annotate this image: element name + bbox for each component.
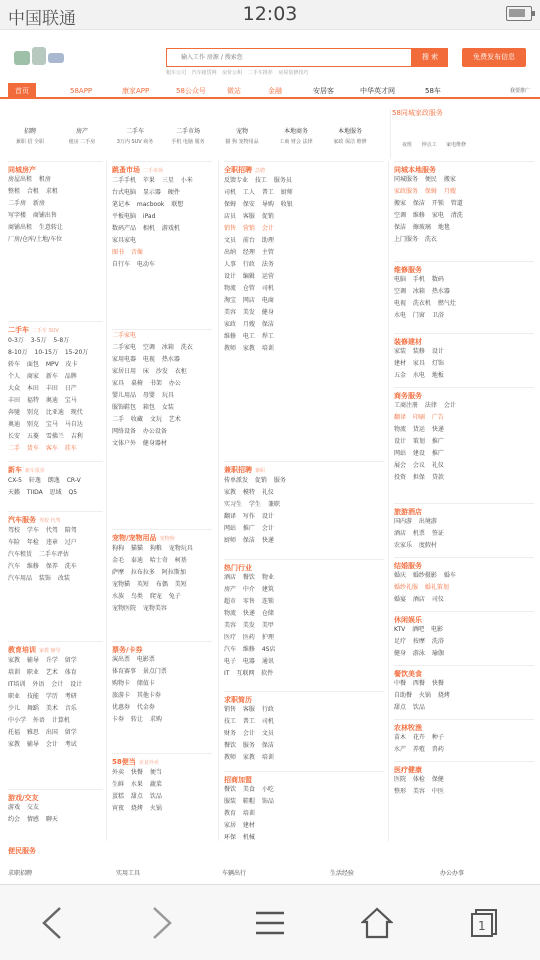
column-property xyxy=(8,161,103,881)
link-row[interactable]: 医疗 医药 护理 xyxy=(224,634,274,642)
link-row[interactable]: 婚纱礼服 婚礼策划 xyxy=(394,584,449,592)
link-row[interactable]: 写字楼 商铺出售 xyxy=(8,212,57,220)
panel-pets xyxy=(112,529,212,615)
link-row[interactable]: 翻译 印刷 广告 xyxy=(394,414,444,422)
link-row[interactable]: 苗木 花卉 种子 xyxy=(394,734,444,742)
panel-leisure xyxy=(394,611,534,660)
link-row[interactable]: 宵夜 烧烤 火锅 xyxy=(112,804,162,812)
category-strip xyxy=(0,129,390,153)
panel-tag: 美食外卖 xyxy=(138,760,159,766)
category-sub: 家政 保洁 维修 xyxy=(333,138,367,145)
link-row[interactable]: 教师 家教 培训 xyxy=(224,344,274,352)
link-row[interactable]: 超市 零售 连锁 xyxy=(224,598,274,606)
battery-icon xyxy=(506,6,532,21)
link-row[interactable]: 销售 客服 行政 xyxy=(224,706,274,714)
panel-title-text: 58便当 xyxy=(112,758,136,766)
link-row[interactable]: 销售 营销 会计 xyxy=(224,224,274,232)
back-button[interactable] xyxy=(30,901,74,945)
link-row[interactable]: 演出票 电影票 xyxy=(112,656,155,664)
service-link[interactable]: 求职招聘 xyxy=(8,870,33,877)
link-row[interactable]: 维修 电工 焊工 xyxy=(224,332,274,340)
nav-kangjia-app[interactable]: 康家APP xyxy=(122,87,150,95)
promo-title[interactable]: 58同城家政服务 xyxy=(392,109,443,117)
divider xyxy=(388,161,389,841)
panel-title[interactable]: 票务/卡券 xyxy=(112,646,143,654)
back-arrow-icon xyxy=(40,906,64,940)
link-row[interactable]: 保洁 擦玻璃 地毯 xyxy=(394,224,450,232)
panel-new-car xyxy=(8,461,103,499)
link-row[interactable]: 餐饮 服务 保洁 xyxy=(224,742,274,750)
link-row[interactable]: 国内游 出境游 xyxy=(394,518,437,526)
link-row[interactable]: 家政 月嫂 保洁 xyxy=(224,320,274,328)
link-row[interactable]: 搬家 保洁 开锁 管道 xyxy=(394,200,463,208)
panel-title[interactable] xyxy=(112,162,212,175)
nav-58app[interactable]: 58APP xyxy=(70,87,93,95)
link-row[interactable]: 空调 冰箱 热水器 xyxy=(394,288,450,296)
panel-title-text: 二手车 xyxy=(8,326,29,334)
column-market xyxy=(112,161,212,881)
link-row[interactable]: 卡券 转让 求购 xyxy=(112,716,162,724)
panel-parttime-jobs xyxy=(224,461,384,547)
link-row[interactable]: 淘宝 网店 电商 xyxy=(224,296,274,304)
panel-title[interactable]: 招商加盟 xyxy=(224,776,252,784)
link-row[interactable]: 保姆 保安 导购 收银 xyxy=(224,200,293,208)
link-row[interactable]: 农家乐 度假村 xyxy=(394,542,437,550)
category-title: 本地商务 xyxy=(283,128,308,135)
panel-tag: 兼职 xyxy=(255,468,266,474)
link-row[interactable]: 二手手机 苹果 三星 小米 xyxy=(112,176,193,184)
link-row[interactable]: 电脑 手机 数码 xyxy=(394,276,444,284)
link-row[interactable]: 大众 本田 丰田 日产 xyxy=(8,384,77,392)
link-row[interactable]: 二手 收藏 文玩 艺术 xyxy=(112,416,181,423)
link-row[interactable]: 厂房/仓库/土地/车位 xyxy=(8,236,63,244)
carrier-label: 中国联通 xyxy=(8,9,76,29)
link-row[interactable]: 萨摩 拉布拉多 阿拉斯加 xyxy=(112,568,186,576)
panel-flea-market xyxy=(112,161,212,271)
panel-travel xyxy=(394,503,534,552)
link-row[interactable]: 厨师 保洁 快递 xyxy=(224,536,274,544)
panel-appliances xyxy=(112,329,212,450)
link-row[interactable]: 生鲜 水果 蔬菜 xyxy=(112,780,162,788)
link-row[interactable]: 物流 快递 仓储 xyxy=(224,610,274,618)
link-row[interactable]: 奔驰 别克 比亚迪 现代 xyxy=(8,408,83,416)
link-row[interactable]: 商铺出租 生意转让 xyxy=(8,224,63,232)
panel-title-text: 汽车服务 xyxy=(8,516,36,524)
link-row[interactable]: 家居日用 床 沙发 衣柜 xyxy=(112,368,187,375)
category-local-service[interactable] xyxy=(320,129,380,146)
panel-fulltime-jobs xyxy=(224,161,384,355)
link-row[interactable]: 家教 辅导 会计 考试 xyxy=(8,740,77,748)
link-row[interactable]: 狗狗 猫猫 狗粮 宠物玩具 xyxy=(112,544,193,552)
link-row[interactable]: 美容 美发 健身 xyxy=(224,308,274,316)
panel-title[interactable]: 同城本地服务 xyxy=(394,166,436,174)
category-sub: 手机 电脑 服务 xyxy=(171,138,205,145)
forward-button[interactable] xyxy=(140,901,184,945)
category-sub: 租房 二手房 xyxy=(68,138,96,145)
link-row[interactable]: 图书 音像 xyxy=(112,248,143,256)
link-row[interactable]: 水族 鸟类 爬宠 兔子 xyxy=(112,592,181,600)
link-row[interactable]: 空调 维修 家电 清洗 xyxy=(394,212,463,220)
nav-microsite[interactable]: 微站 xyxy=(227,87,241,95)
link-row[interactable]: 司机 工人 普工 厨师 xyxy=(224,188,293,196)
convenience-services xyxy=(0,841,540,883)
panel-title[interactable]: 商务服务 xyxy=(394,392,422,400)
panel-used-car xyxy=(8,321,103,455)
panel-title[interactable]: 旅游酒店 xyxy=(394,508,422,516)
category-pets[interactable] xyxy=(212,129,272,146)
nav-promote[interactable]: 我要推广 xyxy=(509,88,530,94)
link-row[interactable]: 驾校 学车 代驾 陪驾 xyxy=(8,526,77,534)
panel-wedding xyxy=(394,557,534,606)
link-row[interactable]: 8-10万 10-15万 15-20万 xyxy=(8,348,89,356)
panel-title[interactable] xyxy=(8,322,103,335)
link-row[interactable]: 天籁 TIIDA 思域 Q5 xyxy=(8,488,78,496)
link-row[interactable]: 上门服务 洗衣 xyxy=(394,236,437,244)
panel-food xyxy=(394,665,534,714)
panel-tag: 二手市场 xyxy=(143,168,164,174)
link-row[interactable]: IT培训 外语 会计 设计 xyxy=(8,680,83,688)
link-row[interactable]: 家政服务 保姆 月嫂 xyxy=(394,188,456,196)
panel-title-text: 新车 xyxy=(8,466,22,474)
service-link[interactable]: 生活经验 xyxy=(330,870,355,877)
service-link[interactable]: 实用工具 xyxy=(116,870,141,877)
link-row[interactable]: 家用电器 电视 热水器 xyxy=(112,356,180,363)
link-row[interactable]: 电子 电器 通讯 xyxy=(224,658,274,666)
panel-education xyxy=(8,641,103,751)
link-row[interactable]: 培训 职业 艺术 体育 xyxy=(8,668,77,676)
menu-button[interactable] xyxy=(248,901,292,945)
panel-car-service xyxy=(8,511,103,585)
link-row[interactable]: 工商注册 法律 会计 xyxy=(394,402,456,410)
link-row[interactable]: 服饰鞋包 箱包 女装 xyxy=(112,404,174,411)
browser-toolbar xyxy=(0,884,540,960)
link-row[interactable]: 水电 门窗 卫浴 xyxy=(394,312,444,320)
clock: 12:03 xyxy=(242,3,298,25)
panel-decoration xyxy=(394,333,534,382)
link-row[interactable]: 婚宴 酒店 司仪 xyxy=(394,596,444,604)
category-used-car[interactable] xyxy=(105,129,165,146)
link-row[interactable]: 数码产品 相机 游戏机 xyxy=(112,224,180,232)
home-button[interactable] xyxy=(355,901,399,945)
section-title: 便民服务 xyxy=(8,847,36,855)
link-row[interactable]: 汽车用品 装饰 改装 xyxy=(8,574,70,582)
link-row[interactable]: 设计 策划 推广 xyxy=(394,438,444,446)
link-row[interactable]: 餐饮 美食 小吃 xyxy=(224,786,274,794)
panel-title[interactable] xyxy=(224,462,384,475)
main-nav xyxy=(0,83,540,99)
link-row[interactable]: 环保 机械 xyxy=(224,834,255,842)
category-title: 招聘 xyxy=(23,128,36,135)
panel-title-text: 兼职招聘 xyxy=(224,466,252,474)
link-row[interactable]: 中餐 西餐 快餐 xyxy=(394,680,444,688)
panel-title[interactable]: 热门行业 xyxy=(224,564,252,572)
home-icon xyxy=(361,907,393,939)
link-row[interactable]: 出纳 经理 主管 xyxy=(224,248,274,256)
panel-agriculture xyxy=(394,719,534,756)
link-row[interactable]: 足疗 按摩 洗浴 xyxy=(394,638,444,646)
nav-anjuke[interactable]: 安居客 xyxy=(313,87,334,95)
category-title: 二手市场 xyxy=(175,128,200,135)
panel-title[interactable] xyxy=(224,162,384,175)
promo-box xyxy=(392,109,532,157)
category-title: 二手车 xyxy=(125,128,144,135)
panel-resumes xyxy=(224,691,384,764)
panel-title[interactable]: 餐饮美食 xyxy=(394,670,422,678)
panel-tag: 急聘 xyxy=(255,168,266,174)
link-row[interactable]: 酒店 机票 签证 xyxy=(394,530,444,538)
panel-title[interactable] xyxy=(8,642,103,655)
link-row[interactable]: 反馈专业 技工 服务员 xyxy=(224,176,292,184)
site-logo[interactable] xyxy=(8,43,70,73)
link-row[interactable]: 家居 建材 xyxy=(224,822,255,830)
post-free-button[interactable]: 免费发布信息 xyxy=(462,48,526,67)
divider xyxy=(390,109,391,159)
panel-tag: 驾校 代驾 xyxy=(39,518,61,524)
nav-58-official[interactable]: 58公众号 xyxy=(176,87,206,95)
panel-tag: 宠物狗 xyxy=(159,536,175,542)
link-row[interactable]: 房产 中介 建筑 xyxy=(224,586,274,594)
link-row[interactable]: 汽车 维修 4S店 xyxy=(224,646,276,654)
panel-58-lunch xyxy=(112,753,212,815)
link-row[interactable]: 旅游卡 其他卡券 xyxy=(112,692,161,700)
link-row[interactable]: 建材 家具 灯饰 xyxy=(394,360,444,368)
panel-title-text: 跳蚤市场 xyxy=(112,166,140,174)
link-row[interactable]: 健身 游泳 瑜伽 xyxy=(394,650,444,658)
panel-repair xyxy=(394,261,534,322)
link-row[interactable]: KTV 酒吧 电影 xyxy=(394,626,444,634)
link-row[interactable]: 游戏 交友 xyxy=(8,804,39,812)
category-jobs[interactable] xyxy=(0,129,60,146)
panel-title[interactable]: 求职简历 xyxy=(224,696,252,704)
link-row[interactable]: 笔记本 macbook 联想 xyxy=(112,200,184,208)
link-row[interactable]: 体育赛事 景点门票 xyxy=(112,668,167,676)
link-row[interactable]: 金毛 泰迪 哈士奇 柯基 xyxy=(112,556,187,564)
link-row[interactable]: 中小学 外语 计算机 xyxy=(8,716,70,724)
webpage xyxy=(0,31,540,883)
column-jobs xyxy=(224,161,384,881)
link-row[interactable]: 网络设备 办公设备 xyxy=(112,428,167,435)
panel-title-text: 教育培训 xyxy=(8,646,36,654)
link-row[interactable]: 文体户外 健身器材 xyxy=(112,440,167,447)
link-row[interactable]: 托福 雅思 出国 留学 xyxy=(8,728,77,736)
link-row[interactable]: 服装 鞋帽 饰品 xyxy=(224,798,274,806)
svg-text:1: 1 xyxy=(478,919,486,933)
link-row[interactable]: 外卖 快餐 便当 xyxy=(112,768,162,776)
link-row[interactable]: 翻译 写作 设计 xyxy=(224,512,274,520)
panel-title[interactable] xyxy=(8,512,103,525)
link-row[interactable]: 二手 货车 客车 挂车 xyxy=(8,444,77,452)
link-row[interactable]: 汽车租赁 二手车评估 xyxy=(8,550,69,558)
link-row[interactable]: 家装 装修 设计 xyxy=(394,348,444,356)
panel-title[interactable]: 装修建材 xyxy=(394,338,422,346)
link-row[interactable]: 美容 美发 美甲 xyxy=(224,622,274,630)
tabs-icon xyxy=(470,908,498,938)
category-sub: 3万内 SUV 商务 xyxy=(116,138,154,145)
category-sub: 兼职 招 全职 xyxy=(15,138,45,145)
link-row[interactable]: 同城服务 便民 搬家 xyxy=(394,176,456,184)
link-row[interactable]: 奥迪 别克 宝马 马自达 xyxy=(8,420,83,428)
divider xyxy=(218,161,219,841)
link-row[interactable]: 蛋糕 甜点 饮品 xyxy=(112,792,162,800)
link-row[interactable]: 0-3万 3-5万 5-8万 xyxy=(8,336,70,344)
category-second-hand[interactable] xyxy=(158,129,218,146)
nav-chinahr[interactable]: 中华英才网 xyxy=(360,87,395,95)
panel-title[interactable]: 休闲娱乐 xyxy=(394,616,422,624)
panel-title[interactable]: 农林牧渔 xyxy=(394,724,422,732)
forward-arrow-icon xyxy=(150,906,174,940)
link-row[interactable]: 传单派发 促销 服务 xyxy=(224,476,286,484)
panel-business-services xyxy=(394,387,534,484)
link-row[interactable]: 展会 会议 礼仪 xyxy=(394,462,444,470)
nav-58car[interactable]: 58车 xyxy=(425,87,441,95)
link-row[interactable]: 台式电脑 显示器 硬件 xyxy=(112,188,180,196)
link-row[interactable]: 文员 前台 助理 xyxy=(224,236,274,244)
search-button[interactable]: 搜 索 xyxy=(412,48,448,67)
link-row[interactable]: 实习生 学生 兼职 xyxy=(224,500,280,508)
link-row[interactable]: 甜点 饮品 xyxy=(394,704,425,712)
panel-tag: 二手车 SUV xyxy=(32,328,59,334)
category-housing[interactable] xyxy=(52,129,112,146)
link-row[interactable]: 店员 客服 促销 xyxy=(224,212,274,220)
link-row[interactable]: 网站 建设 推广 xyxy=(394,450,444,458)
category-sub: 猫 狗 宠物用品 xyxy=(225,138,259,145)
link-row[interactable]: 二手家电 xyxy=(112,332,137,339)
link-row[interactable]: 自助餐 火锅 烧烤 xyxy=(394,692,450,700)
panel-title[interactable] xyxy=(112,530,212,543)
panel-title-text: 宠物/宠物用品 xyxy=(112,534,157,542)
link-row[interactable]: 婚庆 婚纱摄影 婚车 xyxy=(394,572,456,580)
link-row[interactable]: 家具 桌椅 书架 办公 xyxy=(112,380,181,387)
link-row[interactable]: 宠物猫 英短 布偶 美短 xyxy=(112,580,187,588)
link-row[interactable]: 二手家电 空调 冰箱 洗衣 xyxy=(112,344,193,351)
panel-franchise xyxy=(224,771,384,844)
link-row[interactable]: 房屋出租 租房 xyxy=(8,176,51,184)
link-row[interactable]: 宠物医院 宠物美容 xyxy=(112,604,167,612)
link-row[interactable]: 家教 模特 礼仪 xyxy=(224,488,274,496)
category-title: 宠物 xyxy=(235,128,248,135)
link-row[interactable]: 购物卡 储值卡 xyxy=(112,680,155,688)
link-row[interactable]: 二手房 新房 xyxy=(8,200,45,208)
link-row[interactable]: 长安 五菱 雪佛兰 吉利 xyxy=(8,432,83,440)
link-row[interactable]: 婴儿用品 母婴 玩具 xyxy=(112,392,174,399)
panel-title[interactable] xyxy=(8,462,103,475)
search-input[interactable] xyxy=(167,49,407,65)
link-row[interactable]: 电视 洗衣机 燃气灶 xyxy=(394,300,456,308)
link-row[interactable]: 整形 美容 中医 xyxy=(394,788,444,796)
link-row[interactable]: 家教 辅导 升学 留学 xyxy=(8,656,77,664)
divider xyxy=(106,161,107,841)
status-bar xyxy=(0,0,540,30)
link-row[interactable]: 五金 水电 地板 xyxy=(394,372,444,380)
link-row[interactable]: 职业 技能 学历 考研 xyxy=(8,692,77,700)
link-row[interactable]: 约会 情感 聊天 xyxy=(8,816,58,824)
panel-title-text: 全职招聘 xyxy=(224,166,252,174)
link-row[interactable]: IT 互联网 软件 xyxy=(224,670,274,678)
link-row[interactable]: 整租 合租 求租 xyxy=(8,188,58,196)
service-link[interactable]: 车辆出行 xyxy=(222,870,247,877)
link-row[interactable]: 水产 养殖 兽药 xyxy=(394,746,444,754)
link-row[interactable]: 车险 年检 违章 过户 xyxy=(8,538,77,546)
link-row[interactable]: 网站 推广 会计 xyxy=(224,524,274,532)
panel-tag: 家教 辅导 xyxy=(39,648,61,654)
link-row[interactable]: 物流 货运 快递 xyxy=(394,426,444,434)
link-row[interactable]: 投资 担保 贷款 xyxy=(394,474,444,482)
panel-tag: 新车报价 xyxy=(25,468,46,474)
panel-tickets xyxy=(112,641,212,726)
link-row[interactable]: 轿车 面包 MPV 皮卡 xyxy=(8,360,78,368)
link-row[interactable]: 平板电脑 iPad xyxy=(112,212,156,220)
link-row[interactable]: 医院 体检 保健 xyxy=(394,776,444,784)
link-row[interactable]: 酒店 餐饮 物业 xyxy=(224,574,274,582)
search-box xyxy=(166,48,412,67)
panel-title[interactable]: 维修服务 xyxy=(394,266,422,274)
service-link[interactable]: 办公办事 xyxy=(440,870,465,877)
category-business[interactable] xyxy=(266,129,326,146)
panel-title[interactable]: 游戏/交友 xyxy=(8,794,39,802)
panel-title[interactable]: 结婚服务 xyxy=(394,562,422,570)
link-row[interactable]: 汽车 维修 保养 洗车 xyxy=(8,562,77,570)
promo-links[interactable]: 夜班 钟点工 家电维修 xyxy=(402,142,467,148)
panel-property xyxy=(8,161,103,246)
hot-search-links[interactable]: 租车公司 汽车租赁网 房价公积 二手车推荐 房屋装修技巧 xyxy=(166,70,309,76)
link-row[interactable]: 自行车 电动车 xyxy=(112,260,155,268)
category-title: 本地服务 xyxy=(337,128,362,135)
nav-home[interactable]: 首页 xyxy=(8,83,36,99)
category-sub: 工商 财会 法律 xyxy=(279,138,313,145)
panel-hot-industry xyxy=(224,559,384,680)
link-row[interactable]: 优惠券 代金券 xyxy=(112,704,155,712)
link-row[interactable]: CX-5 轩逸 朗逸 CR-V xyxy=(8,476,81,484)
panel-games xyxy=(8,789,103,826)
panel-local-services xyxy=(394,161,534,246)
link-row[interactable]: 人事 行政 法务 xyxy=(224,260,274,268)
panel-title[interactable]: 同城房产 xyxy=(8,166,36,174)
link-row[interactable]: 物流 仓管 司机 xyxy=(224,284,274,292)
link-row[interactable]: 教师 家教 培训 xyxy=(224,754,274,762)
link-row[interactable]: 个人 商家 新车 品牌 xyxy=(8,372,77,380)
link-row[interactable]: 设计 编辑 运营 xyxy=(224,272,274,280)
link-row[interactable]: 财务 会计 文员 xyxy=(224,730,274,738)
menu-icon xyxy=(254,910,286,936)
link-row[interactable]: 技工 普工 司机 xyxy=(224,718,274,726)
nav-finance[interactable]: 金融 xyxy=(268,87,282,95)
category-title: 房产 xyxy=(75,128,88,135)
panel-title[interactable]: 医疗健康 xyxy=(394,766,422,774)
tabs-button[interactable] xyxy=(462,901,506,945)
panel-health xyxy=(394,761,534,798)
link-row[interactable]: 家具家电 xyxy=(112,236,137,244)
column-services xyxy=(394,161,534,881)
link-row[interactable]: 丰田 福特 奥迪 宝马 xyxy=(8,396,77,404)
link-row[interactable]: 教育 培训 xyxy=(224,810,255,818)
link-row[interactable]: 少儿 舞蹈 美术 音乐 xyxy=(8,704,77,712)
panel-title[interactable] xyxy=(112,754,212,767)
